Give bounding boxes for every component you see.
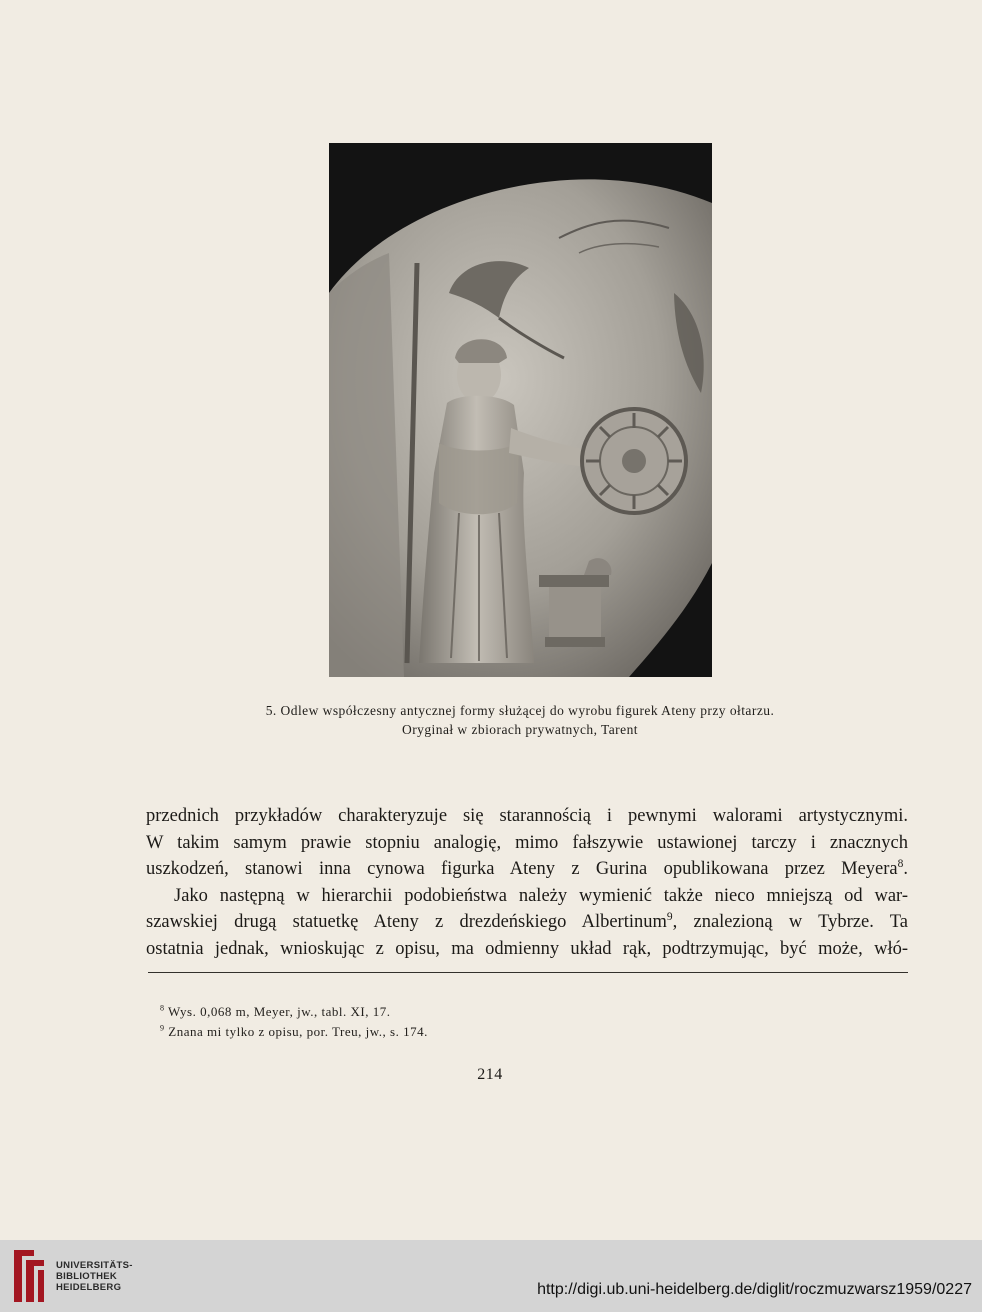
footnote-divider (148, 972, 908, 973)
figure-caption-line-1: 5. Odlew współczesny antycznej formy służącej do wyrobu figurek Ateny przy ołtarzu. (265, 703, 775, 718)
footer-bar (0, 1240, 982, 1312)
library-logo-icon[interactable] (12, 1248, 46, 1304)
body-line-3 (146, 856, 908, 883)
athena-relief-image (329, 143, 712, 677)
logo-line-3: HEIDELBERG (56, 1282, 122, 1293)
body-line-3-end: . (903, 859, 908, 880)
footnote-ref-8[interactable]: 8 (897, 858, 904, 871)
body-line-2: W takim samym prawie stopniu analogię, mimo fałszywie ustawionej tarczy i znacznych (146, 832, 908, 853)
body-line-3-text: uszkodzeń, stanowi inna cynowa figurka Ateny z Gurina opublikowana przez Meyera (146, 859, 898, 880)
body-text (146, 803, 908, 963)
footnote-ref-9[interactable]: 9 (666, 911, 673, 924)
footnote-8-number: 8 (160, 1003, 165, 1013)
footnote-8 (160, 1004, 390, 1020)
logo-line-1: UNIVERSITÄTS- (56, 1260, 133, 1271)
body-line-4: Jako następną w hierarchii podobieństwa należy wymienić także nieco mniejszą od war- (174, 885, 908, 906)
logo-line-2: BIBLIOTHEK (56, 1271, 118, 1282)
figure-caption-line-2: Oryginał w zbiorach prywatnych, Tarent (402, 722, 638, 737)
footnote-9-text: Znana mi tylko z opisu, por. Treu, jw., s. 174. (168, 1024, 428, 1039)
body-line-6: ostatnia jednak, wnioskując z opisu, ma odmienny układ rąk, podtrzymując, być może, włó- (146, 938, 908, 959)
library-logo-text[interactable] (56, 1260, 133, 1293)
source-url-link[interactable]: http://digi.ub.uni-heidelberg.de/diglit/roczmuzwarsz1959/0227 (537, 1281, 972, 1298)
page-number: 214 (477, 1066, 503, 1083)
footnote-9 (160, 1024, 428, 1040)
body-line-5-text: szawskiej drugą statuetkę Ateny z drezdeńskiego Albertinum (146, 912, 667, 933)
figure-photograph (329, 143, 712, 677)
footnote-9-number: 9 (160, 1023, 165, 1033)
body-line-5-end: , znalezioną w Tybrze. Ta (672, 912, 908, 933)
body-line-5 (146, 909, 908, 936)
body-line-1: przednich przykładów charakteryzuje się starannością i pewnymi walorami artystycznymi. (146, 806, 908, 826)
footnote-8-text: Wys. 0,068 m, Meyer, jw., tabl. XI, 17. (168, 1004, 391, 1019)
